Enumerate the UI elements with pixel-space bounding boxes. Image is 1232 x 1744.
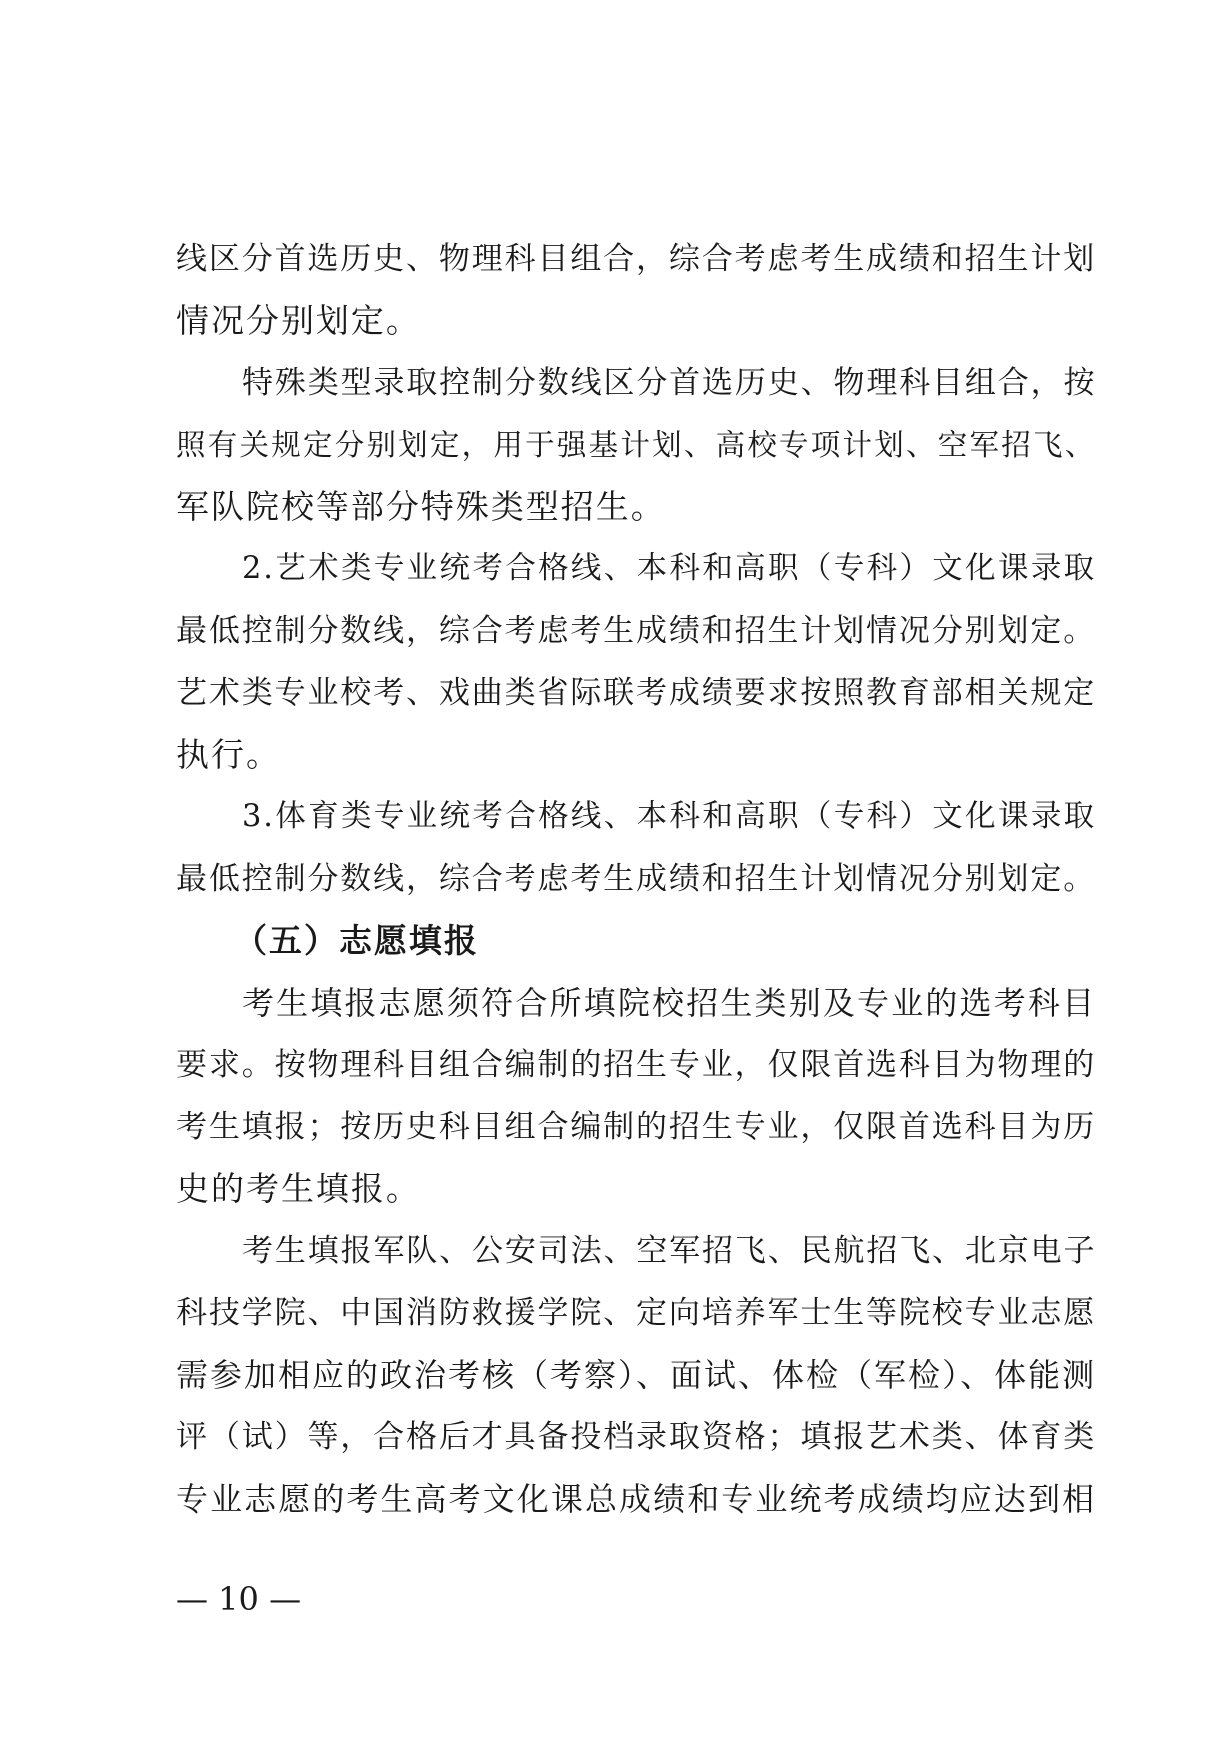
text-line: 线区分首选历史、物理科目组合，综合考虑考生成绩和招生计划 <box>176 241 1096 277</box>
text-line: 专业志愿的考生高考文化课总成绩和专业统考成绩均应达到相 <box>176 1480 1096 1518</box>
page-number: — 10 — <box>176 1580 302 1618</box>
text-line: 最低控制分数线，综合考虑考生成绩和招生计划情况分别划定。 <box>176 861 1096 897</box>
text-line: 军队院校等部分特殊类型招生。 <box>176 487 666 526</box>
text-line: 需参加相应的政治考核（考察）、面试、体检（军检）、体能测 <box>176 1356 1096 1394</box>
text-line: 照有关规定分别划定，用于强基计划、高校专项计划、空军招飞、 <box>176 428 1096 462</box>
text-line: 最低控制分数线，综合考虑考生成绩和招生计划情况分别划定。 <box>176 613 1096 649</box>
text-line: 艺术类专业校考、戏曲类省际联考成绩要求按照教育部相关规定 <box>176 675 1096 711</box>
text-line: 情况分别划定。 <box>176 301 421 340</box>
text-line: 3.体育类专业统考合格线、本科和高职（专科）文化课录取 <box>242 799 1096 834</box>
text-line: 史的考生填报。 <box>176 1169 421 1208</box>
text-line: 考生填报；按历史科目组合编制的招生专业，仅限首选科目为历 <box>176 1109 1096 1145</box>
section-heading: （五）志愿填报 <box>234 921 479 960</box>
text-line: 2.艺术类专业统考合格线、本科和高职（专科）文化课录取 <box>242 551 1096 586</box>
text-line: 要求。按物理科目组合编制的招生专业，仅限首选科目为物理的 <box>176 1047 1096 1083</box>
document-body <box>176 228 1096 1530</box>
text-line: 执行。 <box>176 735 281 774</box>
text-line: 考生填报军队、公安司法、空军招飞、民航招飞、北京电子 <box>242 1233 1096 1269</box>
text-line: 特殊类型录取控制分数线区分首选历史、物理科目组合，按 <box>242 365 1096 401</box>
text-line: 考生填报志愿须符合所填院校招生类别及专业的选考科目 <box>242 984 1096 1022</box>
text-line: 评（试）等，合格后才具备投档录取资格；填报艺术类、体育类 <box>176 1419 1096 1455</box>
text-line: 科技学院、中国消防救援学院、定向培养军士生等院校专业志愿 <box>176 1295 1096 1331</box>
